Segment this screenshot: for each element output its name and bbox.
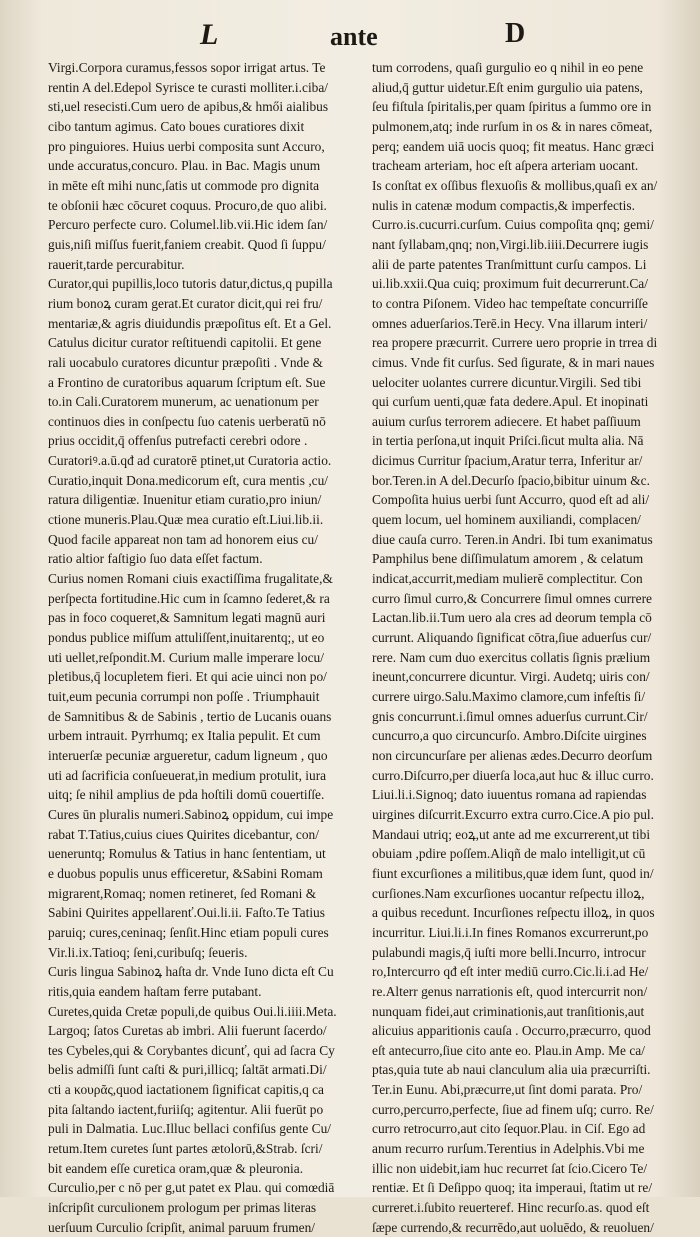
- text-line: anum recurro rurſum.Terentius in Adelphis.Vbi me: [372, 1141, 645, 1157]
- text-line: ctione muneris.Plau.Quæ mea curatio eſt.Liui.lib.ii.: [48, 512, 324, 528]
- text-line: rabat T.Tatius,cuius ciues Quirites dicebantur, con/: [48, 826, 319, 842]
- text-line: rentiæ. Et ſi Deſippo quoq; ita imperaui, ſtatim ut re/: [372, 1180, 653, 1196]
- text-line: Ter.in Eunu. Abi,præcurre,ut ſint domi parata. Pro/: [372, 1082, 643, 1098]
- text-line: Curatoriꝰ.a.ū.qđ ad curatorē ptinet,ut Curatoria actio.: [48, 453, 332, 469]
- text-line: nunquam fidei,aut criminationis,aut tranſitionis,aut: [372, 1003, 645, 1019]
- text-line: Cures ūn pluralis numeri.Sabinoꝝ oppidum, cui impe: [48, 806, 334, 822]
- text-line: retum.Item curetes ſunt partes ætolorū,&Strab. ſcri/: [48, 1141, 323, 1157]
- right-text-column: [372, 58, 688, 1235]
- text-line: diue cauſa curro. Teren.in Andri. Ibi tum exanimatus: [372, 531, 653, 547]
- text-line: Sabini Quirites appellarenť.Oui.li.ii. Faſto.Te Tatius: [48, 905, 325, 921]
- text-line: Lactan.lib.ii.Tum uero ala cres ad deorum templa cō: [372, 610, 652, 626]
- text-line: ueneruntq; Romulus & Tatius in hanc ſententiam, ut: [48, 846, 326, 862]
- text-line: Curatio,inquit Dona.medicorum eſt, cura mentis ,cu/: [48, 472, 329, 488]
- text-line: puli in Dalmatia. Luc.Illuc bellaci confiſus gente Cu/: [48, 1121, 331, 1137]
- text-line: belis admiſſi ſunt caſti & puri,illicq; ſaltāt armati.Di/: [48, 1062, 327, 1078]
- header-word: ante: [330, 22, 378, 51]
- text-line: tuit,eum pecunia corrumpi non poſſe . Triumphauit: [48, 689, 320, 704]
- text-line: curro ſimul curro,& Concurrere ſimul omnes currere: [372, 590, 652, 606]
- text-line: curſiones.Nam excurſiones uocantur reſpectu illoꝝ,: [372, 885, 645, 901]
- text-line: bit eandem eſſe curetica oram,quæ & pleuronia.: [48, 1160, 304, 1176]
- text-line: Percuro perfecte curo. Columel.lib.vii.Hic idem ſan/: [48, 217, 328, 233]
- text-line: Pamphilus bene diſſimulatum amorem , & celatum: [372, 551, 644, 567]
- text-line: illic non uidebit,iam huc recurret ſat ſcio.Cicero Te/: [372, 1160, 648, 1176]
- text-line: Curetes,quida Cretæ populi,de quibus Oui.li.iiii.Meta.: [48, 1003, 337, 1019]
- text-line: alii de parte patentes Tranſmittunt curſu campos. Li: [372, 256, 647, 272]
- text-line: gnis concurrunt.i.ſimul omnes aduerſus currunt.Cir/: [372, 708, 648, 724]
- text-line: ptas,quia tute ab naui clanculum alia uia præcurriſti.: [372, 1062, 651, 1078]
- text-line: continuos dies in conſpectu ſuo catenis uerberatū nō: [48, 413, 326, 429]
- text-line: perſpecta fortitudine.Hic cum in ſcamno ſederet,& ra: [48, 590, 330, 606]
- text-line: pro pinguiores. Huius uerbi composita sunt Accuro,: [48, 138, 325, 154]
- text-line: tracheam arteriam, hoc eſt aſpera arteriam uocant.: [372, 158, 639, 174]
- text-line: pondus publice miſſum attuliſſent,inuitarentq;, ut eo: [48, 630, 325, 646]
- text-line: rium bonoꝝ curam gerat.Et curator dicit,qui rei fru/: [48, 295, 323, 311]
- text-line: cuncurro,a quo circuncurſo. Ambro.Diſcite uirgines: [372, 728, 647, 744]
- text-line: pulmonem,atq; inde rurſum in os & in nares cōmeat,: [372, 118, 653, 134]
- text-line: Is conſtat ex oſſibus flexuoſis & mollibus,quaſi ex an/: [372, 177, 658, 193]
- text-line: in tertia perſona,ut inquit Priſci.ſicut multa alia. Nā: [372, 433, 644, 449]
- text-line: rali uocabulo curatores dicuntur præpoſiti . Vnde &: [48, 354, 323, 370]
- text-line: uti uellet,reſpondit.M. Curium malle imperare locu/: [48, 649, 324, 665]
- text-line: omnes aduerſarios.Terē.in Hecy. Vna illarum interi/: [372, 315, 648, 331]
- text-line: ſæpe currendo,& recurrēdo,aut uoluēdo, & reuoluen/: [372, 1219, 654, 1235]
- text-line: urbem intrauit. Pyrrhumq; ex Italia pepulit. Et cum: [48, 728, 321, 744]
- text-line: Compoſita huius uerbi ſunt Accurro, quod eſt ad ali/: [372, 492, 650, 508]
- text-line: Virgi.Corpora curamus,fessos sopor irrigat artus. Te: [48, 60, 326, 75]
- text-line: Curro.is.cucurri.curſum. Cuius compoſita qnq; gemi/: [372, 217, 654, 233]
- text-line: aliud,q̄ guttur uidetur.Eſt enim gurgulio uia patens,: [372, 79, 643, 95]
- text-line: e duobus populis unus efficeretur, &Sabini Romam: [48, 865, 323, 881]
- text-line: Vir.li.ix.Tatioq; ſeni,curibuſq; ſeueris.: [48, 944, 248, 960]
- text-line: to contra Piſonem. Video hac tempeſtate concurriſſe: [372, 295, 648, 311]
- text-line: to.in Cali.Curatorem munerum, ac uenationum per: [48, 394, 319, 410]
- text-line: tes Cybeles,qui & Corybantes dicunť, qui ad ſacra Cy: [48, 1042, 335, 1058]
- header-letter-left: L: [200, 18, 221, 51]
- text-line: Liui.li.i.Signoq; dato iuuentus romana ad rapiendas: [372, 787, 647, 803]
- text-line: eſt antecurro,ſiue cito ante eo. Plau.in Amp. Me ca/: [372, 1042, 645, 1058]
- text-line: uerſuum Curculio ſcripſit, animal paruum frumen/: [48, 1219, 316, 1235]
- text-line: ratura diligentiæ. Inuenitur etiam curatio,pro iniun/: [48, 492, 322, 508]
- text-line: pas in foco coqueret,& Samnitum legati magnū auri: [48, 610, 326, 626]
- text-line: uti ad ſacrificia conſueuerat,in medium protulit, iura: [48, 767, 327, 783]
- text-line: dicimus Curritur ſpacium,Aratur terra, Inferitur ar/: [372, 453, 643, 469]
- text-line: ui.lib.xxii.Qua cuiq; proximum fuit decurrerunt.Ca/: [372, 276, 648, 292]
- text-line: rere. Nam cum duo exercitus collatis ſignis prælium: [372, 649, 651, 665]
- text-line: Curius nomen Romani ciuis exactiſſima frugalitate,&: [48, 571, 333, 587]
- text-line: non circuncurſare per alienas ædes.Decurro deorſum: [372, 747, 653, 763]
- text-line: interuerſæ pecuniæ argueretur, cadum ligneum , quo: [48, 747, 328, 763]
- text-line: a Frontino de curatoribus aquarum ſcriptum eſt. Sue: [48, 374, 326, 390]
- text-line: obuiam ,pdire poſſem.Aliqñ de malo intelligit,ut cū: [372, 846, 646, 862]
- text-line: sti,uel resecisti.Cum uero de apibus,& hmői aialibus: [48, 99, 329, 115]
- text-line: uelociter uolantes currere dicuntur.Virgili. Sed tibi: [372, 374, 642, 390]
- text-line: cibo tantum agimus. Cato boues curatiores dixit: [48, 118, 305, 134]
- text-line: tum corrodens, quaſi gurgulio eo q nihil in eo pene: [372, 60, 644, 75]
- text-line: quem locum, uel hominem auxiliandi, complacen/: [372, 512, 641, 528]
- text-line: cti a κουρᾶς,quod iactationem ſignificat capitis,q ca: [48, 1082, 325, 1098]
- text-line: pita ſaltando iactent,furiiſq; agitentur. Alii fuerūt po: [48, 1101, 324, 1117]
- text-line: guis,niſi miſſus fuerit,faniem creabit. Quod ſi ſuppu/: [48, 236, 326, 252]
- text-line: te obſonii hæc cōcuret coquus. Procuro,de quo alibi.: [48, 197, 327, 213]
- text-line: in mēte eſt mihi nunc,ſatis ut commode pro dignita: [48, 177, 320, 193]
- text-line: uitq; ſe nihil amplius de pda hoſtili domū couertiſſe.: [48, 787, 325, 803]
- text-line: perq; eandem uiā uocis quoq; fit meatus. Hanc græci: [372, 138, 655, 154]
- text-line: auium curſus terrorem adiecere. Et habet paſſiuum: [372, 413, 641, 429]
- text-line: nulis in catenæ modum compactis,& imperfectis.: [372, 197, 635, 213]
- text-line: ratio altior faſtigio ſuo data eſſet factum.: [48, 551, 263, 567]
- text-line: bor.Teren.in A del.Decurſo ſpacio,bibitur uinum &c.: [372, 472, 650, 488]
- text-line: ritis,quia eandem haſtam ferre putabant.: [48, 983, 262, 999]
- text-line: inſcripſit curculionem prologum per primas literas: [48, 1200, 317, 1216]
- text-line: mentariæ,& agris diuidundis præpoſitus eſt. Et a Gel.: [48, 315, 332, 331]
- text-line: migrarent,Romaq; nomen retineret, ſed Romani &: [48, 885, 317, 901]
- text-line: fiunt excurſiones a militibus,quæ idem ſunt, quod in/: [372, 865, 654, 881]
- text-line: Curculio,per c nō per g,ut patet ex Plau. qui comœdiā: [48, 1180, 335, 1196]
- text-line: Largoq; ſatos Curetas ab imbri. Alii fuerunt ſacerdo/: [48, 1023, 327, 1039]
- text-line: nant ſyllabam,qnq; non,Virgi.lib.iiii.Decurrere iugis: [372, 236, 649, 252]
- text-line: curreret.i.ſubito reuerteref. Hinc recurſo.as. quod eſt: [372, 1200, 650, 1216]
- text-line: ineunt,concurrere dicuntur. Virgi. Audetq; uiris con/: [372, 669, 650, 685]
- text-line: Quod facile appareat non tam ad honorem eius cu/: [48, 531, 318, 547]
- text-line: pletibus,q̄ locupletem fieri. Et qui acie uinci non po/: [48, 669, 327, 685]
- text-line: rea propere præcurrit. Currere uero proprie in trrea di: [372, 335, 658, 351]
- text-line: paruiq; cures,ceninaq; ſenſit.Hinc etiam populi cures: [48, 924, 329, 940]
- header-letter-right: D: [505, 18, 526, 49]
- text-line: Curis lingua Sabinoꝝ haſta dr. Vnde Iuno dicta eſt Cu: [48, 964, 334, 980]
- text-line: curro.Diſcurro,per diuerſa loca,aut huc & illuc curro.: [372, 767, 654, 783]
- text-line: incurritur. Liui.li.i.In fines Romanos excurrerunt,po: [372, 924, 649, 940]
- text-line: ſeu fiſtula ſpiritalis,per quam ſpiritus a ſummo ore in: [372, 99, 652, 115]
- text-line: qui curſum uenti,quæ fata dedere.Apul. Et inopinati: [372, 394, 649, 410]
- text-line: re.Alterr genus narrationis eſt, quod intercurrit non/: [372, 983, 648, 999]
- left-text-column: [48, 58, 364, 1235]
- text-line: rentin A del.Edepol Syrisce te curasti molliter.i.ciba/: [48, 79, 329, 95]
- text-line: de Samnitibus & de Sabinis , tertio de Lucanis ouans: [48, 708, 332, 724]
- text-line: uirgines diſcurrit.Excurro extra curro.Cice.A pio pul.: [372, 806, 654, 822]
- text-line: indicat,accurrit,mediam mulierē complectitur. Con: [372, 571, 643, 587]
- text-line: currere uirgo.Salu.Maximo clamore,cum infeſtis ſi/: [372, 689, 646, 704]
- text-line: a quibus recedunt. Incurſiones reſpectu illoꝝ, in quos: [372, 905, 655, 921]
- text-line: rauerit,tarde percurabitur.: [48, 256, 185, 272]
- text-line: prius occidit,q̄ offenſus putrefacti cerebri odore .: [48, 433, 308, 449]
- text-line: cimus. Vnde fit curſus. Sed ſigurate, & in mari naues: [372, 354, 655, 370]
- text-line: unde accuratus,concuro. Plau. in Bac. Magis unum: [48, 158, 321, 174]
- text-line: Mandaui utriq; eoꝝ,ut ante ad me excurrerent,ut tibi: [372, 826, 651, 842]
- text-line: currunt. Aliquando ſignificat cōtra,ſiue aduerſus cur/: [372, 630, 652, 646]
- text-line: ro,Intercurro qđ eſt inter mediū curro.Cic.li.i.ad He/: [372, 964, 649, 980]
- text-line: Curator,qui pupillis,loco tutoris datur,dictus,q pupilla: [48, 276, 333, 292]
- text-line: curro retrocurro,aut cito ſequor.Plau. in Ciſ. Ego ad: [372, 1121, 646, 1137]
- text-line: pulabundi magis,q̄ iuſti more belli.Incurro, introcur: [372, 944, 646, 960]
- text-line: Catulus dicitur curator reſtituendi capitolii. Et gene: [48, 335, 322, 351]
- text-line: curro,percurro,perfecte, ſiue ad finem uſq; curro. Re/: [372, 1101, 654, 1117]
- text-line: alicuius apparitionis cauſa . Occurro,præcurro, quod: [372, 1023, 651, 1039]
- running-header: [0, 14, 700, 58]
